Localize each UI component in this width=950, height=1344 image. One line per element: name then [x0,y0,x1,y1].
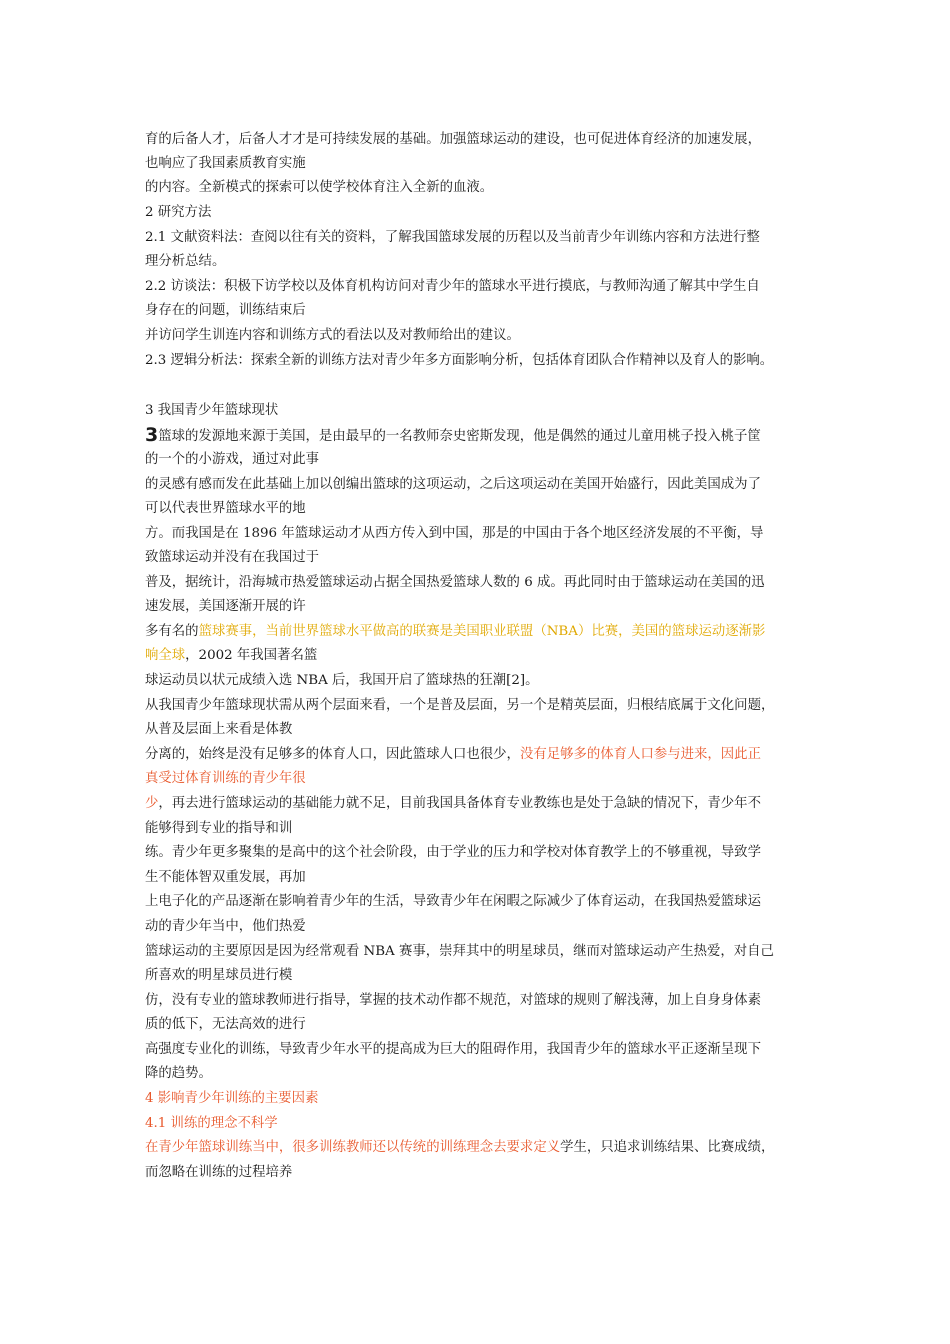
text-segment: 在青少年篮球训练当中，很多训练教师还以传统的训练理念去要求定义 [145,1140,561,1155]
text-segment: 4 影响青少年训练的主要因素 [145,1091,319,1106]
text-line [145,819,292,839]
text-segment: 2 研究方法 [145,205,212,220]
text-line [145,301,306,321]
text-line [145,524,763,544]
text-line [145,991,761,1011]
text-line [145,130,761,150]
text-line [145,252,225,272]
text-line [145,351,773,371]
text-line [145,917,306,937]
text-segment: 学生，只追求训练结果、比赛成绩， [560,1140,775,1155]
text-line [145,203,211,223]
text-segment: 2.2 访谈法：积极下访学校以及体育机构访问对青少年的篮球水平进行摸底，与教师沟通了解其中学生自 [145,279,760,294]
text-line [145,450,319,470]
text-segment: ，2002 年我国著名篮 [185,648,318,663]
text-line [145,228,760,248]
text-segment: 高强度专业化的训练，导致青少年水平的提高成为巨大的阻碍作用，我国青少年的篮球水平正逐渐呈现下 [145,1042,761,1057]
text-segment: 所喜欢的明星球员进行模 [145,968,293,983]
text-line [145,573,765,593]
text-segment: 球运动员以状元成绩入选 NBA 后，我国开启了篮球热的狂潮[2]。 [145,673,539,688]
text-segment: 降的趋势。 [145,1066,212,1081]
text-line [145,892,761,912]
text-line [145,277,760,297]
text-segment: 多有名的 [145,624,199,639]
text-segment: 响全球 [145,648,186,663]
text-segment: 篮球运动的主要原因是因为经常观看 NBA 赛事，崇拜其中的明星球员，继而对篮球运动产生热爱，对自己 [145,944,774,959]
text-line [145,1114,278,1134]
text-segment: 仿，没有专业的篮球教师进行指导，掌握的技术动作都不规范，对篮球的规则了解浅薄，加上自身身体素 [145,993,761,1008]
text-line [145,794,761,814]
text-line [145,1015,306,1035]
text-line [145,1064,212,1084]
text-segment: 育的后备人才，后备人才才是可持续发展的基础。加强篮球运动的建设，也可促进体育经济的加速发展， [145,132,761,147]
text-segment: 的一个的小游戏，通过对此事 [145,452,320,467]
text-segment: 动的青少年当中，他们热爱 [145,919,306,934]
text-segment: 3 我国青少年篮球现状 [145,403,279,418]
text-line [145,671,538,691]
text-segment: 身存在的问题，训练结束后 [145,303,306,318]
text-segment: 真受过体育训练的青少年很 [145,771,306,786]
text-line [145,475,761,495]
text-segment: 的内容。全新模式的探索可以使学校体育注入全新的血液。 [145,180,494,195]
text-line [145,622,765,642]
text-segment: 少 [145,796,159,811]
text-segment: 方。而我国是在 1896 年篮球运动才从西方传入到中国，那是的中国由于各个地区经济发展的不平衡，导 [145,526,764,541]
text-segment: 2.1 文献资料法：查阅以往有关的资料，了解我国篮球发展的历程以及当前青少年训练内容和方法进行整 [145,230,760,245]
text-line [145,425,761,445]
text-segment: ，再去进行篮球运动的基础能力就不足，目前我国具备体育专业教练也是处于急缺的情况下，青少年不 [158,796,761,811]
text-segment: 致篮球运动并没有在我国过于 [145,550,320,565]
text-segment: 能够得到专业的指导和训 [145,821,293,836]
text-segment: 4.1 训练的理念不科学 [145,1116,278,1131]
text-segment: 练。青少年更多聚集的是高中的这个社会阶段，由于学业的压力和学校对体育教学上的不够重视，导致学 [145,845,761,860]
text-segment: 并访问学生训连内容和训练方式的看法以及对教师给出的建议。 [145,328,520,343]
text-segment: 没有足够多的体育人口参与进来，因此正 [519,747,761,762]
text-segment: 从普及层面上来看是体教 [145,722,293,737]
text-segment: 理分析总结。 [145,254,226,269]
text-line [145,720,292,740]
text-line [145,966,292,986]
text-line [145,326,520,346]
text-line [145,868,306,888]
text-segment: 也响应了我国素质教育实施 [145,156,306,171]
text-segment: 的灵感有感而发在此基础上加以创编出篮球的这项运动，之后这项运动在美国开始盛行，因此美国成为了 [145,477,761,492]
text-segment: 质的低下，无法高效的进行 [145,1017,306,1032]
text-line [145,1138,774,1158]
text-line [145,843,761,863]
text-line [145,401,278,421]
text-line [145,499,306,519]
text-line [145,769,306,789]
text-line [145,942,774,962]
text-line [145,548,319,568]
text-line [145,1163,292,1183]
text-segment: 普及，据统计，沿海城市热爱篮球运动占据全国热爱篮球人数的 6 成。再此同时由于篮球运动在美国的迅 [145,575,765,590]
text-segment: 篮球赛事，当前世界篮球水平做高的联赛是美国职业联盟（NBA）比赛，美国的篮球运动逐渐影 [198,624,766,639]
text-segment: 速发展，美国逐渐开展的许 [145,599,306,614]
text-line [145,597,306,617]
text-segment: 2.3 逻辑分析法：探索全新的训练方法对青少年多方面影响分析，包括体育团队合作精神以及育人的影响。 [145,353,774,368]
text-line [145,696,774,716]
text-segment: 上电子化的产品逐渐在影响着青少年的生活，导致青少年在闲暇之际减少了体育运动，在我国热爱篮球运 [145,894,761,909]
text-segment: 篮球的发源地来源于美国，是由最早的一名教师奈史密斯发现，他是偶然的通过儿童用桃子投入桃子筐 [158,429,761,444]
text-line [145,1040,761,1060]
text-segment: 分离的，始终是没有足够多的体育人口，因此篮球人口也很少， [145,747,520,762]
text-segment: 可以代表世界篮球水平的地 [145,501,306,516]
text-line [145,178,493,198]
text-segment: 从我国青少年篮球现状需从两个层面来看，一个是普及层面，另一个是精英层面，归根结底属于文化问题， [145,698,775,713]
section-number: 3 [145,424,159,446]
text-segment: 而忽略在训练的过程培养 [145,1165,293,1180]
text-line [145,154,306,174]
text-line [145,1089,318,1109]
text-line [145,646,317,666]
text-line [145,745,761,765]
text-segment: 生不能体智双重发展，再加 [145,870,306,885]
